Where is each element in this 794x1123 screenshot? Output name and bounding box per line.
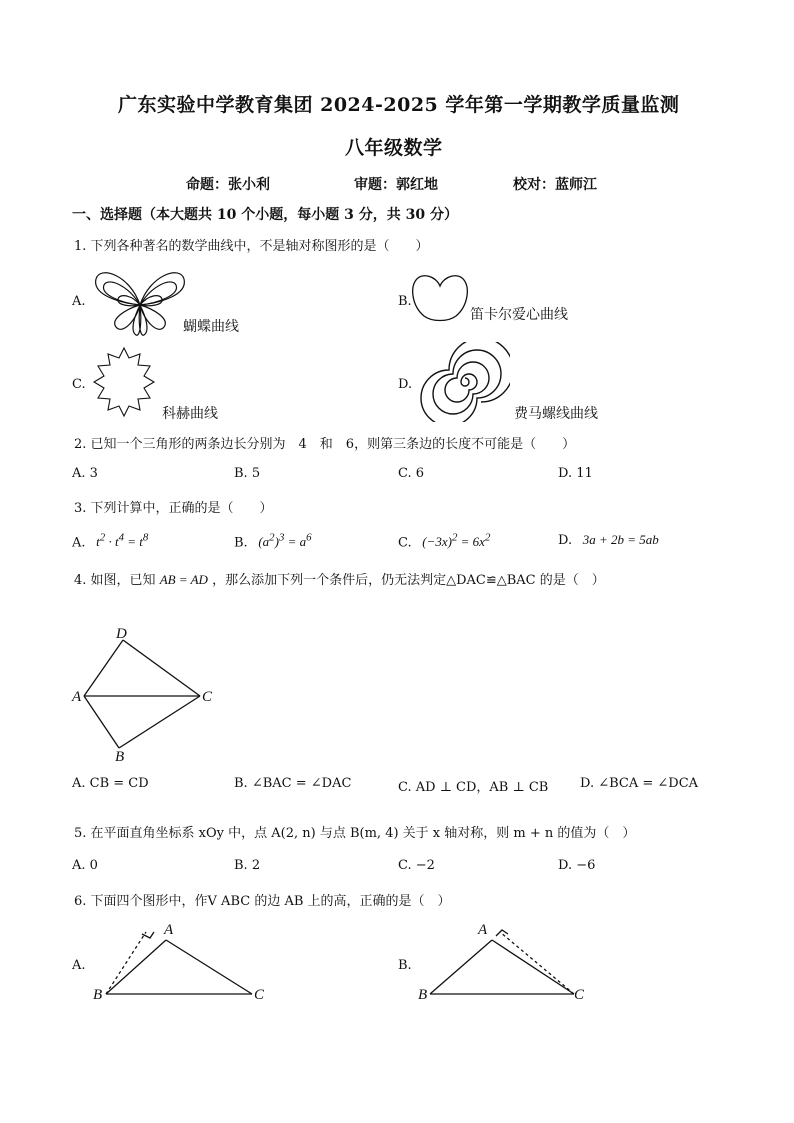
q3-option-c xyxy=(398,532,490,550)
proofreader-credit: 校对：蓝师江 xyxy=(513,177,597,193)
q4-label-b: B xyxy=(115,749,125,765)
q4-option-a: A. CB = CD xyxy=(72,776,149,791)
q6-a-point-b: B xyxy=(93,987,103,1003)
q4-option-c: C. AD ⊥ CD，AB ⊥ CB xyxy=(398,780,549,795)
q4-option-b: B. ∠BAC = ∠DAC xyxy=(234,776,352,791)
question-5-stem: 5. 在平面直角坐标系 xOy 中，点 A(2, n) 与点 B(m, 4) 关于 x 轴对称，则 m + n 的值为（ ） xyxy=(74,826,636,841)
fermat-spiral-figure xyxy=(420,342,510,422)
q3-option-c-label: C. xyxy=(398,535,412,551)
q6-triangle-a-figure xyxy=(92,922,272,1002)
q5-option-b: B. 2 xyxy=(234,858,261,873)
q6-a-point-c: C xyxy=(254,987,265,1003)
butterfly-curve-figure xyxy=(90,265,190,337)
question-6-stem: 6. 下面四个图形中，作V ABC 的边 AB 上的高，正确的是（ ） xyxy=(74,894,451,909)
q4-label-d: D xyxy=(116,626,127,642)
q6-triangle-b-figure xyxy=(420,922,600,1002)
q3-option-b-label: B. xyxy=(234,535,248,551)
quadrilateral-figure xyxy=(70,626,220,766)
q3-option-a-label: A. xyxy=(72,535,86,551)
reviewer-credit: 审题：郭红地 xyxy=(354,177,438,193)
q6-b-point-a: A xyxy=(478,922,488,938)
q5-option-a: A. 0 xyxy=(72,858,98,873)
q3-option-b-expression: $(a^2)^3 = a^6$ xyxy=(251,532,312,550)
q1-option-c-caption: 科赫曲线 xyxy=(162,406,218,422)
setter-credit: 命题：张小利 xyxy=(186,177,270,193)
cardioid-curve-figure xyxy=(410,272,470,326)
q2-option-d: D. 11 xyxy=(558,466,593,481)
q1-option-c-label: C. xyxy=(72,377,86,392)
q4-stem-math: AB = AD xyxy=(159,572,208,587)
q4-option-d: D. ∠BCA = ∠DCA xyxy=(580,776,699,791)
q5-option-d: D. −6 xyxy=(558,858,596,873)
q2-option-b: B. 5 xyxy=(234,466,261,481)
q3-option-a xyxy=(72,532,148,550)
q1-option-a-caption: 蝴蝶曲线 xyxy=(183,319,239,335)
q3-option-b xyxy=(234,532,312,550)
q1-option-d-caption: 费马螺线曲线 xyxy=(514,406,598,422)
q6-b-point-b: B xyxy=(418,987,428,1003)
q6-option-a-label: A. xyxy=(72,958,86,973)
q4-stem-suffix: ，那么添加下列一个条件后，仍无法判定△DAC≌△BAC 的是（ ） xyxy=(212,573,605,588)
q1-option-b-label: B. xyxy=(398,294,412,309)
q4-label-a: A xyxy=(72,689,82,705)
q3-option-a-expression: $t^2 \cdot t^4 = t^8$ xyxy=(89,532,149,550)
q6-b-point-c: C xyxy=(574,987,585,1003)
q3-option-d xyxy=(558,532,659,548)
q5-option-c: C. −2 xyxy=(398,858,435,873)
q1-option-a-label: A. xyxy=(72,294,86,309)
q1-option-b-caption: 笛卡尔爱心曲线 xyxy=(470,307,568,323)
q4-stem-prefix: 4. 如图，已知 xyxy=(74,573,156,588)
q6-a-point-a: A xyxy=(164,922,174,938)
q3-option-d-label: D. xyxy=(558,533,573,548)
q2-option-c: C. 6 xyxy=(398,466,425,481)
question-1-stem: 1. 下列各种著名的数学曲线中，不是轴对称图形的是（ ） xyxy=(74,239,429,254)
section-heading: 一、选择题（本大题共 10 个小题，每小题 3 分，共 30 分） xyxy=(72,207,458,223)
q1-option-d-label: D. xyxy=(398,377,413,392)
koch-snowflake-figure xyxy=(88,346,160,418)
q2-option-a: A. 3 xyxy=(72,466,98,481)
question-3-stem: 3. 下列计算中，正确的是（ ） xyxy=(74,501,273,516)
exam-subject: 八年级数学 xyxy=(345,137,443,159)
question-4-stem xyxy=(74,569,605,588)
q3-option-c-expression: $(-3x)^2 = 6x^2$ xyxy=(415,532,491,550)
q3-option-d-expression: 3a + 2b = 5ab xyxy=(576,532,659,547)
q4-label-c: C xyxy=(202,689,213,705)
q6-option-b-label: B. xyxy=(398,958,412,973)
question-2-stem: 2. 已知一个三角形的两条边长分别为 4 和 6，则第三条边的长度不可能是（ ） xyxy=(74,437,576,452)
exam-title: 广东实验中学教育集团 2024-2025 学年第一学期教学质量监测 xyxy=(118,94,680,116)
